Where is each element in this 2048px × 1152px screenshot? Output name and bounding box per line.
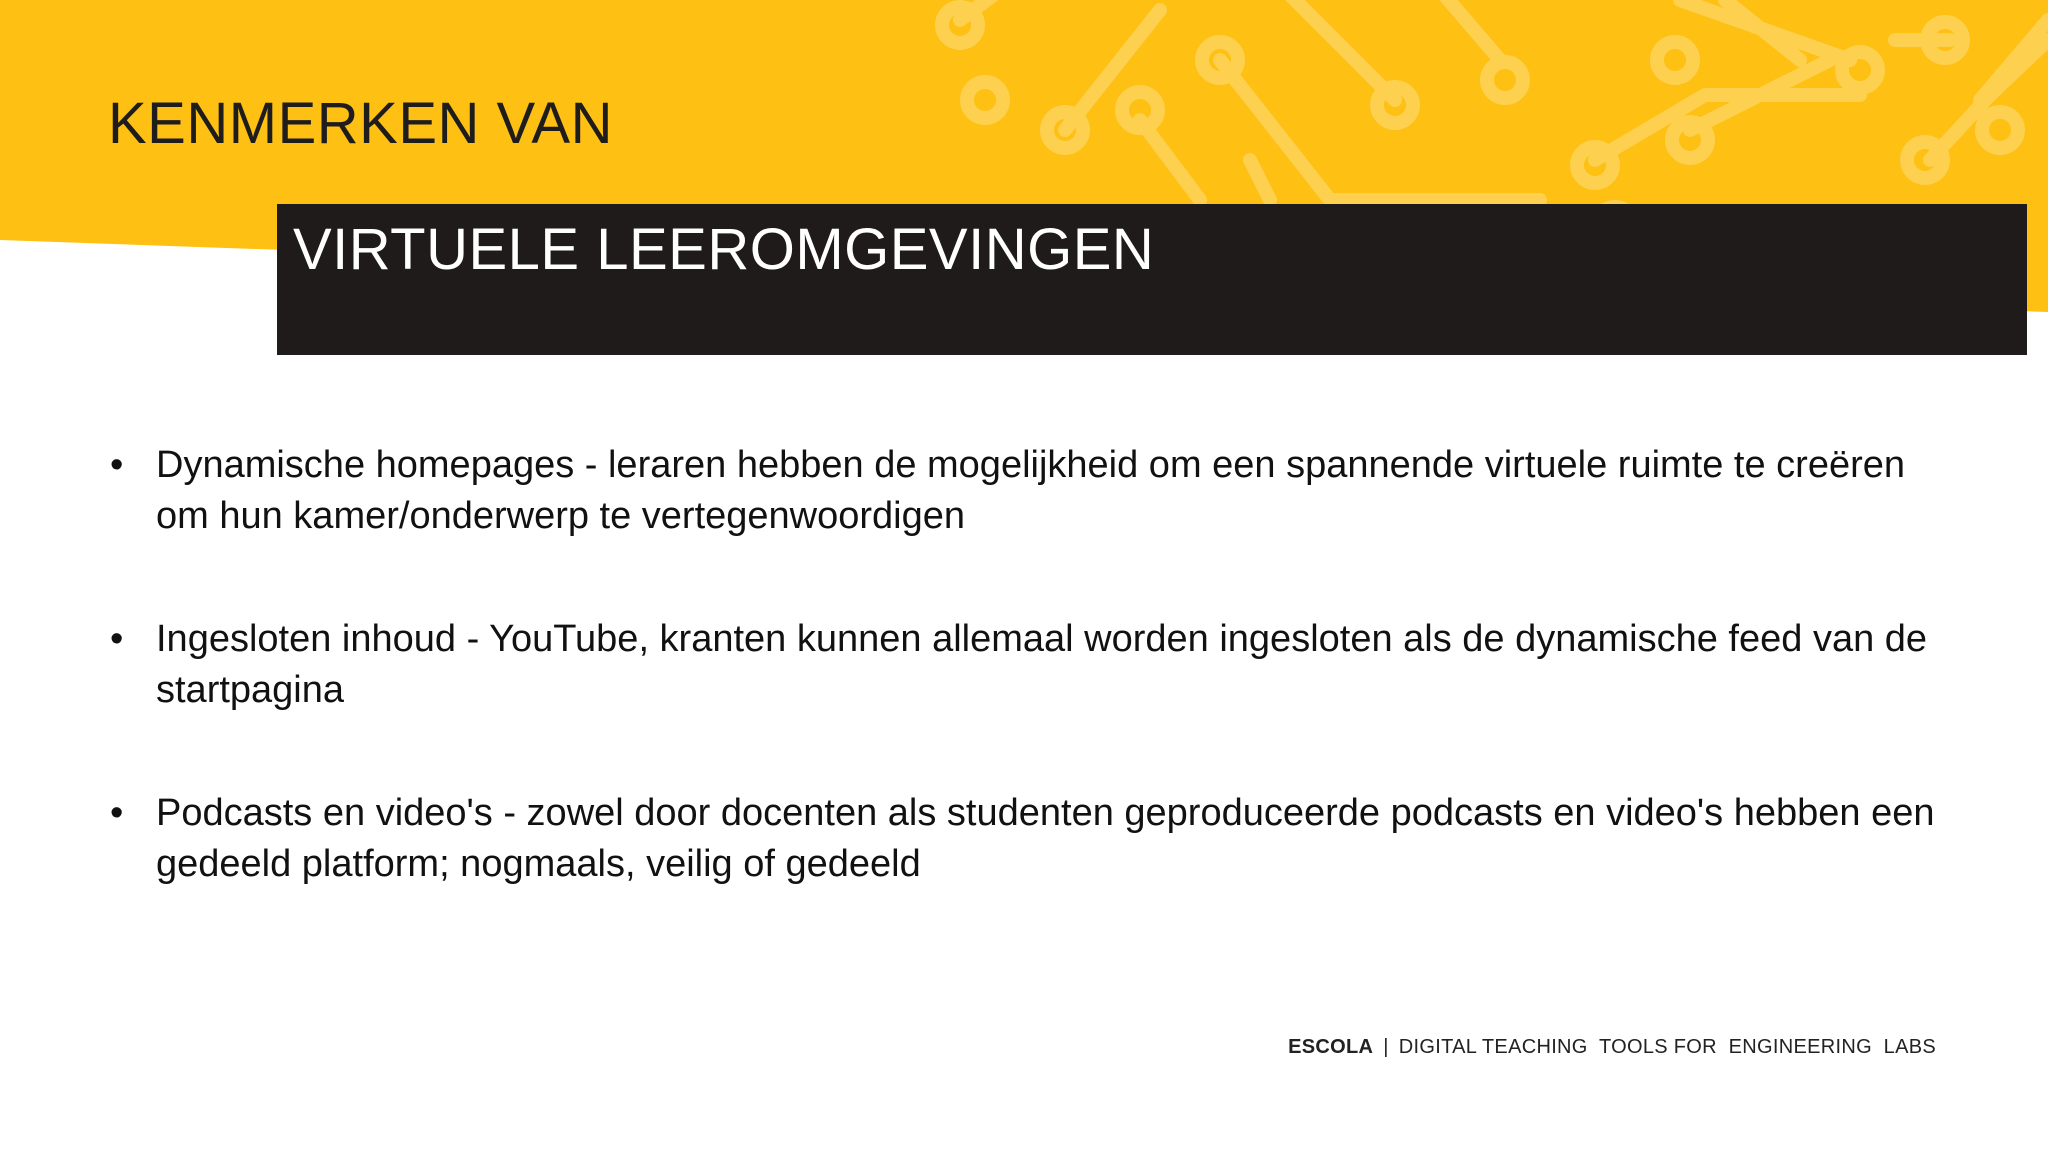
title-line-1: KENMERKEN VAN (108, 91, 613, 156)
bullet-text: Dynamische homepages - leraren hebben de mogelijkheid om een spannende virtuele ruimte te creëren om hun kamer/onderwerp te vertegenwoordigen (156, 444, 1906, 537)
bullet-icon: • (110, 618, 124, 660)
footer-brand: ESCOLA (1288, 1036, 1374, 1058)
bullet-icon: • (110, 792, 124, 834)
bullet-text: Ingesloten inhoud - YouTube, kranten kunnen allemaal worden ingesloten als de dynamische feed van de startpagina (156, 618, 1928, 711)
title-box (277, 204, 2027, 355)
title-line-2: VIRTUELE LEEROMGEVINGEN (293, 217, 1155, 282)
bullet-list (108, 440, 1948, 962)
footer-separator: | (1383, 1036, 1389, 1058)
bullet-item (108, 440, 1948, 542)
bullet-text: Podcasts en video's - zowel door docenten als studenten geproduceerde podcasts en video's hebben een gedeeld platform; nogmaals, veilig of gedeeld (156, 792, 1935, 885)
bullet-icon: • (110, 444, 124, 486)
bullet-item (108, 614, 1948, 716)
footer-tagline: DIGITAL TEACHING TOOLS FOR ENGINEERING LABS (1398, 1036, 1936, 1058)
footer (1288, 1036, 1936, 1059)
bullet-item (108, 788, 1948, 890)
